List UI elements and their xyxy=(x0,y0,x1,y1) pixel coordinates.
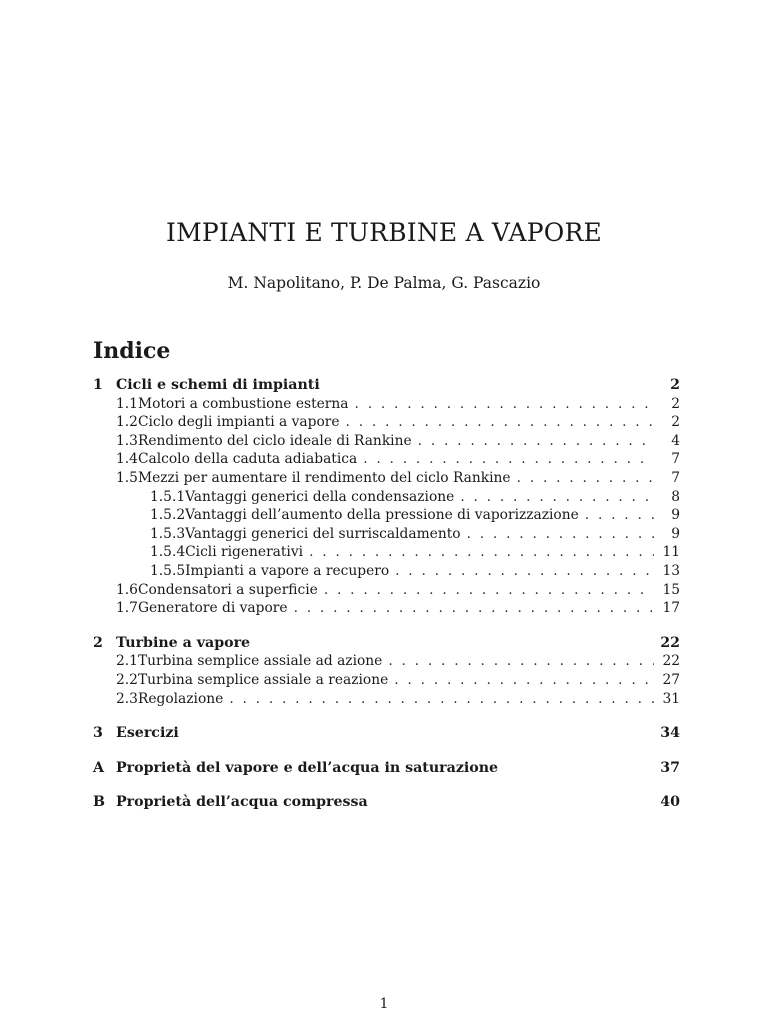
toc-chapter-title: Proprietà del vapore e dell’acqua in saturazione xyxy=(116,759,499,776)
toc-page-number: 9 xyxy=(671,525,680,542)
toc-section-number: 1.5 xyxy=(116,469,138,486)
toc-dot-leader xyxy=(346,413,654,432)
toc-section-title: Ciclo degli impianti a vapore xyxy=(137,414,340,431)
toc-page-number: 22 xyxy=(660,634,680,651)
toc-section-number: 2.1 xyxy=(116,653,138,670)
toc-subsection-1-5-5[interactable] xyxy=(93,562,680,581)
toc-chapter-2[interactable] xyxy=(93,634,680,653)
toc-dot-leader xyxy=(388,652,654,671)
toc-subsection-number: 1.5.2 xyxy=(150,507,186,524)
toc-section-number: 1.4 xyxy=(116,451,138,468)
toc-dot-leader xyxy=(309,543,654,562)
toc-page-number: 40 xyxy=(660,794,680,811)
toc-dot-leader xyxy=(294,599,654,618)
toc-appendix-a[interactable] xyxy=(93,759,680,778)
toc-section-1-3[interactable] xyxy=(93,432,680,451)
toc-chapter-title: Turbine a vapore xyxy=(116,634,251,651)
toc-dot-leader xyxy=(363,450,654,469)
toc-page-number: 31 xyxy=(662,690,680,707)
toc-page-number: 7 xyxy=(671,469,680,486)
toc-subsection-number: 1.5.4 xyxy=(150,544,186,561)
toc-section-2-2[interactable] xyxy=(93,671,680,690)
toc-page-number: 34 xyxy=(660,725,680,742)
toc-subsection-1-5-2[interactable] xyxy=(93,506,680,525)
toc-page-number: 4 xyxy=(671,432,680,449)
toc-section-number: 1.3 xyxy=(116,432,138,449)
toc-subsection-number: 1.5.5 xyxy=(150,562,186,579)
toc-page-number: 37 xyxy=(660,759,680,776)
toc-section-title: Calcolo della caduta adiabatica xyxy=(137,451,358,468)
toc-section-number: 2.3 xyxy=(116,690,138,707)
toc-section-2-3[interactable] xyxy=(93,690,680,709)
toc-subsection-number: 1.5.1 xyxy=(150,488,186,505)
toc-chapter-number: 3 xyxy=(93,725,103,742)
toc-dot-leader xyxy=(229,690,654,709)
toc-section-title: Condensatori a superficie xyxy=(137,581,318,598)
toc-section-title: Regolazione xyxy=(137,690,224,707)
toc-subsection-title: Impianti a vapore a recupero xyxy=(185,562,390,579)
toc-section-number: 1.2 xyxy=(116,414,138,431)
toc-page-number: 15 xyxy=(662,581,680,598)
toc-section-1-5[interactable] xyxy=(93,469,680,488)
toc-page-number: 27 xyxy=(662,671,680,688)
toc-dot-leader xyxy=(418,432,654,451)
toc-dot-leader xyxy=(394,671,654,690)
toc-section-title: Turbina semplice assiale a reazione xyxy=(137,671,389,688)
toc-page-number: 7 xyxy=(671,451,680,468)
toc-chapter-number: B xyxy=(93,794,105,811)
toc-chapter-number: 2 xyxy=(93,634,103,651)
toc-subsection-number: 1.5.3 xyxy=(150,525,186,542)
toc-page-number: 22 xyxy=(662,653,680,670)
toc-section-2-1[interactable] xyxy=(93,652,680,671)
toc-section-number: 1.6 xyxy=(116,581,138,598)
toc-subsection-title: Vantaggi dell’aumento della pressione di vaporizzazione xyxy=(185,507,579,524)
toc-appendix-b[interactable] xyxy=(93,793,680,812)
page-number-footer: 1 xyxy=(379,996,389,1012)
toc-section-1-6[interactable] xyxy=(93,581,680,600)
toc-page-number: 2 xyxy=(671,395,680,412)
toc-dot-leader xyxy=(324,581,654,600)
toc-page-number: 2 xyxy=(670,377,680,393)
toc-subsection-1-5-4[interactable] xyxy=(93,543,680,562)
toc-dot-leader xyxy=(585,506,654,525)
toc-dot-leader xyxy=(467,525,654,544)
document-title: IMPIANTI E TURBINE A VAPORE xyxy=(166,218,602,247)
toc-chapter-number: 1 xyxy=(93,377,103,393)
toc-subsection-1-5-1[interactable] xyxy=(93,488,680,507)
toc-subsection-title: Cicli rigenerativi xyxy=(185,544,304,561)
toc-page-number: 13 xyxy=(662,562,680,579)
toc-dot-leader xyxy=(517,469,654,488)
toc-section-title: Turbina semplice assiale ad azione xyxy=(137,653,383,670)
toc-chapter-1[interactable] xyxy=(93,376,680,395)
toc-dot-leader xyxy=(460,488,654,507)
toc-section-title: Mezzi per aumentare il rendimento del ciclo Rankine xyxy=(137,469,511,486)
toc-chapter-title: Cicli e schemi di impianti xyxy=(116,377,320,393)
toc-subsection-1-5-3[interactable] xyxy=(93,525,680,544)
toc-chapter-number: A xyxy=(93,759,105,776)
document-authors: M. Napolitano, P. De Palma, G. Pascazio xyxy=(227,274,541,292)
toc-page-number: 11 xyxy=(662,544,680,561)
toc-section-title: Generatore di vapore xyxy=(137,600,288,617)
toc-chapter-title: Esercizi xyxy=(116,725,179,742)
toc-section-title: Rendimento del ciclo ideale di Rankine xyxy=(137,432,412,449)
toc-page-number: 17 xyxy=(662,600,680,617)
toc-subsection-title: Vantaggi generici della condensazione xyxy=(185,488,455,505)
toc-dot-leader xyxy=(395,562,654,581)
toc-page-number: 9 xyxy=(671,507,680,524)
toc-heading: Indice xyxy=(93,338,171,364)
toc-subsection-title: Vantaggi generici del surriscaldamento xyxy=(185,525,461,542)
toc-section-1-4[interactable] xyxy=(93,450,680,469)
toc-section-number: 1.7 xyxy=(116,600,138,617)
table-of-contents xyxy=(93,376,680,812)
toc-page-number: 2 xyxy=(671,414,680,431)
toc-section-1-7[interactable] xyxy=(93,599,680,618)
toc-section-title: Motori a combustione esterna xyxy=(137,395,349,412)
toc-chapter-title: Proprietà dell’acqua compressa xyxy=(116,794,368,811)
toc-section-1-1[interactable] xyxy=(93,395,680,414)
toc-dot-leader xyxy=(355,395,654,414)
toc-page-number: 8 xyxy=(671,488,680,505)
toc-chapter-3[interactable] xyxy=(93,724,680,743)
toc-section-number: 2.2 xyxy=(116,671,138,688)
toc-section-1-2[interactable] xyxy=(93,413,680,432)
toc-section-number: 1.1 xyxy=(116,395,138,412)
